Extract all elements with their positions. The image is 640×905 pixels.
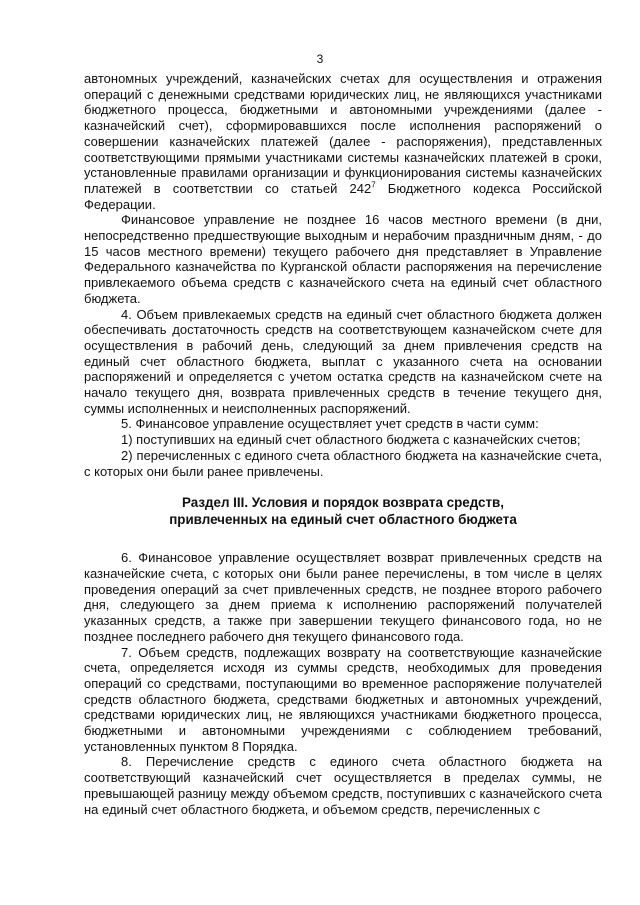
- document-body: [84, 71, 602, 817]
- section-heading-line-1: Раздел III. Условия и порядок возврата средств,: [181, 495, 505, 511]
- page-number: 3: [316, 52, 324, 66]
- paragraph-financial-office: Финансовое управление не позднее 16 часов местного времени (в дни, непосредственно предшествующие выходным и нерабочим праздничным дням, - до 15 часов местного времени) текущего рабочего дня представляет в Управление Федерального казначейства по Курганской области распоряжения на перечисление привлекаемого объема средств с казначейского счета на единый счет областного бюджета.: [84, 212, 602, 306]
- paragraph-5-item-2: 2) перечисленных с единого счета областного бюджета на казначейские счета, с которых они были ранее привлечены.: [84, 447, 602, 479]
- paragraph-5-item-1: 1) поступивших на единый счет областного бюджета с казначейских счетов;: [121, 432, 581, 448]
- paragraph-7: 7. Объем средств, подлежащих возврату на соответствующие казначейские счета, определяется исходя из суммы средств, необходимых для проведения операций со средствами, поступающими во временное распоряжение получателей средств областного бюджета, средствами бюджетных и автономных учреждений, средствами юридических лиц, не являющихся участниками бюджетного процесса, бюджетными и автономными учреждениями с соблюдением требований, установленных пунктом 8 Порядка.: [84, 644, 602, 754]
- paragraph-8: 8. Перечисление средств с единого счета областного бюджета на соответствующий казначейский счет осуществляется в пределах суммы, не превышающей разницу между объемом средств, поступивших с казначейского счета на единый счет областного бюджета, и объемом средств, перечисленных с: [84, 754, 602, 817]
- paragraph-5: 5. Финансовое управление осуществляет учет средств в части сумм:: [121, 416, 539, 432]
- paragraph-6: 6. Финансовое управление осуществляет возврат привлеченных средств на казначейские счета, с которых они были ранее перечислены, в том числе в целях проведения операций за счет привлеченных средств, не позднее второго рабочего дня, следующего за днем приема к исполнению распоряжений получателей указанных средств, а также при завершении текущего финансового года, но не позднее последнего рабочего дня текущего финансового года.: [84, 550, 602, 644]
- paragraph-continuation: автономных учреждений, казначейских счетах для осуществления и отражения операций с денежными средствами юридических лиц, не являющихся участниками бюджетного процесса, бюджетными и автономными учреждениями (далее - казначейский счет), сформировавшихся после исполнения распоряжений о совершении казначейских платежей (далее - распоряжения), представленных соответствующими прямыми участниками системы казначейских платежей в сроки, установленные правилами организации и функционирования системы казначейских платежей в соответствии со статьей $242^7$ Бюджетного кодекса Российской Федерации.: [84, 71, 602, 212]
- section-heading: [84, 494, 602, 528]
- paragraph-4: 4. Объем привлекаемых средств на единый счет областного бюджета должен обеспечивать достаточность средств на соответствующем казначейском счете для осуществления в рабочий день, следующий за днем привлечения средств на единый счет областного бюджета, выплат с указанного счета на основании распоряжений и определяется с учетом остатка средств на казначейском счете на начало текущего дня, возврата привлеченных средств в течение текущего дня, суммы исполненных и неисполненных распоряжений.: [84, 306, 602, 416]
- section-heading-line-2: привлеченных на единый счет областного бюджета: [169, 512, 517, 528]
- superscript: 7: [371, 180, 376, 190]
